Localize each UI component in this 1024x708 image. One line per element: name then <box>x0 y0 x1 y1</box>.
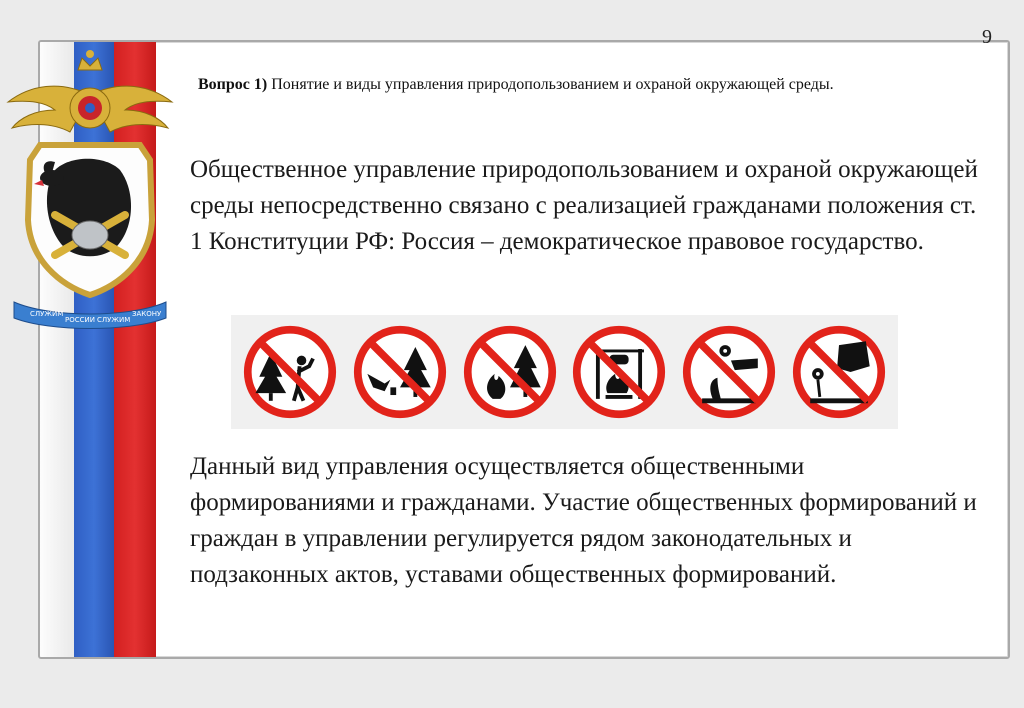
ribbon-word-1: СЛУЖИМ <box>30 310 64 318</box>
paragraph-public-management: Общественное управление природопользованием и охраной окружающей среды непосредственно связано с реализацией гражданами положения ст. 1 Конституции РФ: Россия – демократическое правовое государство. <box>190 156 978 255</box>
paragraph-participation: Данный вид управления осуществляется общественными формированиями и гражданами. Участие общественных формирований и граждан в управлении регулируется рядом законодательных и подзаконных актов, уставами общественных формирований. <box>190 453 977 588</box>
page-number: 9 <box>982 26 992 48</box>
ribbon-word-4: ЗАКОНУ <box>132 310 162 318</box>
emblem-icon <box>0 40 180 340</box>
no-littering-icon <box>352 324 448 420</box>
ribbon-word-2: РОССИИ <box>65 316 95 324</box>
question-text: Понятие и виды управления природопользованием и охраной окружающей среды. <box>267 76 834 93</box>
question-label: Вопрос 1 <box>198 76 262 93</box>
no-fire-in-forest-icon <box>462 324 558 420</box>
prohibition-signs-strip <box>231 315 898 429</box>
no-campfire-icon <box>571 324 667 420</box>
question-paren: ) <box>261 76 268 93</box>
question-heading <box>198 74 978 96</box>
no-trampling-plants-icon <box>791 324 887 420</box>
no-picking-flowers-icon <box>681 324 777 420</box>
no-tree-cutting-icon <box>242 324 338 420</box>
ribbon-word-3: СЛУЖИМ <box>97 316 131 324</box>
